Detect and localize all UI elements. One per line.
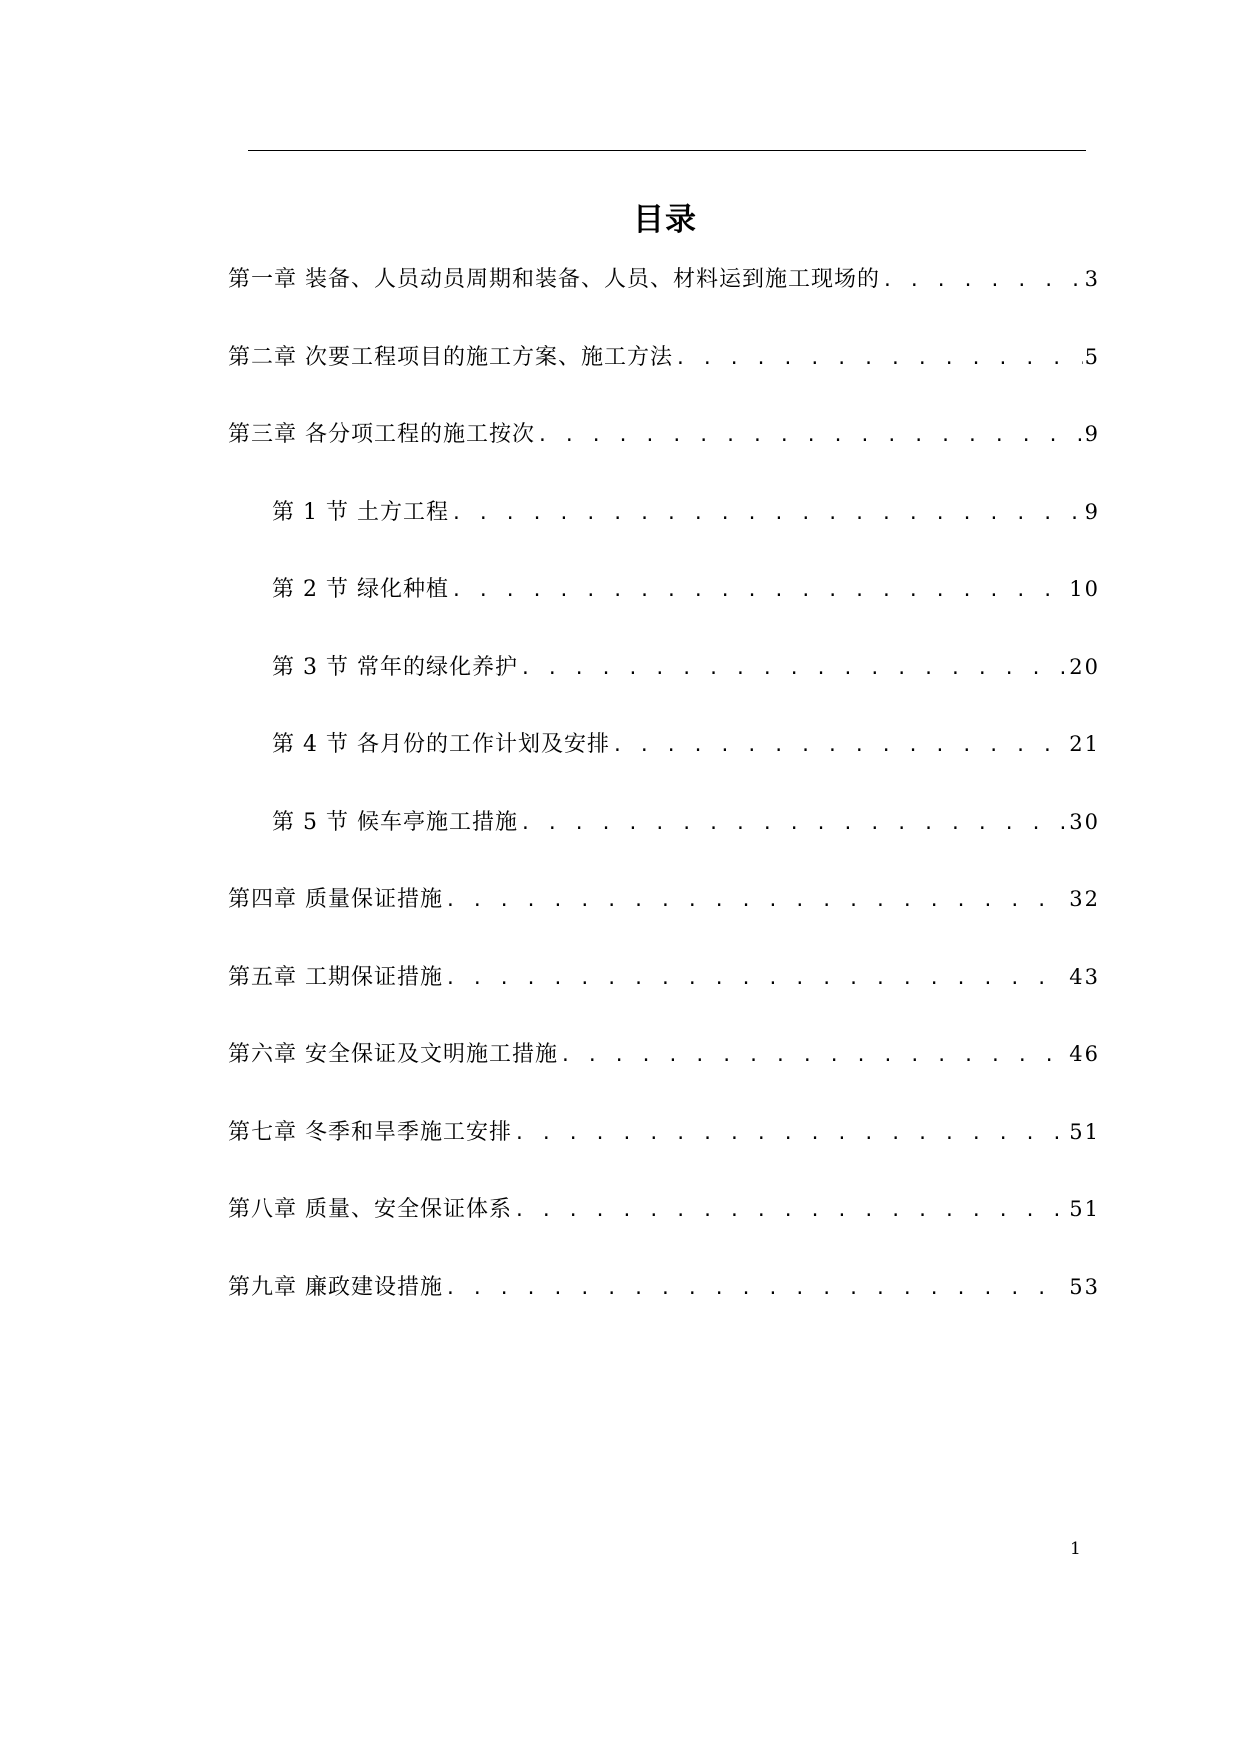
toc-entry-page: 53 bbox=[1069, 1275, 1100, 1299]
toc-leader-dots bbox=[514, 1194, 1067, 1228]
toc-entry[interactable] bbox=[228, 1037, 1100, 1071]
toc-entry-page: 3 bbox=[1084, 267, 1100, 291]
toc-leader-dots bbox=[520, 807, 1067, 841]
toc-leader-dots bbox=[445, 962, 1067, 996]
toc-entry-page: 46 bbox=[1069, 1042, 1100, 1066]
toc-entry-label: 第 4 节 各月份的工作计划及安排 bbox=[272, 732, 610, 757]
toc-entry-label: 第四章 质量保证措施 bbox=[228, 887, 443, 912]
toc-entry-label: 第七章 冬季和旱季施工安排 bbox=[228, 1120, 512, 1145]
toc-entry-label: 第八章 质量、安全保证体系 bbox=[228, 1197, 512, 1222]
toc-entry[interactable] bbox=[272, 495, 1100, 529]
toc-leader-dots bbox=[537, 419, 1083, 453]
toc-entry[interactable] bbox=[228, 417, 1100, 451]
toc-leader-dots bbox=[612, 729, 1067, 763]
toc-leader-dots bbox=[514, 1117, 1067, 1151]
toc-entry[interactable] bbox=[272, 572, 1100, 606]
toc-entry-label: 第 3 节 常年的绿化养护 bbox=[272, 655, 518, 680]
toc-entry[interactable] bbox=[228, 882, 1100, 916]
toc-title: 目录 bbox=[633, 202, 697, 238]
toc-entry[interactable] bbox=[228, 262, 1100, 296]
toc-entry[interactable] bbox=[272, 727, 1100, 761]
toc-entry-label: 第 5 节 候车亭施工措施 bbox=[272, 810, 518, 835]
toc-entry-page: 10 bbox=[1069, 577, 1100, 601]
toc-entry-page: 51 bbox=[1069, 1197, 1100, 1221]
toc-entry[interactable] bbox=[272, 650, 1100, 684]
toc-entry-page: 32 bbox=[1069, 887, 1100, 911]
toc-leader-dots bbox=[451, 497, 1083, 531]
toc-entry-page: 5 bbox=[1084, 345, 1100, 369]
toc-entry[interactable] bbox=[228, 1192, 1100, 1226]
toc-entry-label: 第三章 各分项工程的施工按次 bbox=[228, 422, 535, 447]
page-number: 1 bbox=[1070, 1539, 1081, 1559]
toc-entry-page: 30 bbox=[1069, 810, 1100, 834]
toc-leader-dots bbox=[675, 342, 1083, 376]
toc-entry-label: 第六章 安全保证及文明施工措施 bbox=[228, 1042, 558, 1067]
header-rule bbox=[248, 150, 1086, 151]
toc-entry[interactable] bbox=[228, 340, 1100, 374]
toc-entry[interactable] bbox=[228, 960, 1100, 994]
toc-entry-label: 第五章 工期保证措施 bbox=[228, 965, 443, 990]
toc-entry-page: 9 bbox=[1084, 422, 1100, 446]
toc-leader-dots bbox=[520, 652, 1067, 686]
toc-entry-page: 51 bbox=[1069, 1120, 1100, 1144]
toc-leader-dots bbox=[451, 574, 1067, 608]
toc-entry-page: 21 bbox=[1069, 732, 1100, 756]
toc-entry-page: 20 bbox=[1069, 655, 1100, 679]
toc-entry[interactable] bbox=[228, 1270, 1100, 1304]
toc-leader-dots bbox=[560, 1039, 1067, 1073]
toc-entry-page: 9 bbox=[1084, 500, 1100, 524]
toc-entry[interactable] bbox=[228, 1115, 1100, 1149]
toc-entry-label: 第 1 节 土方工程 bbox=[272, 500, 449, 525]
toc-leader-dots bbox=[882, 264, 1083, 298]
toc-entry[interactable] bbox=[272, 805, 1100, 839]
toc-leader-dots bbox=[445, 884, 1067, 918]
toc-entry-label: 第九章 廉政建设措施 bbox=[228, 1275, 443, 1300]
toc-entry-label: 第二章 次要工程项目的施工方案、施工方法 bbox=[228, 345, 673, 370]
toc-entry-page: 43 bbox=[1069, 965, 1100, 989]
toc-entry-label: 第 2 节 绿化种植 bbox=[272, 577, 449, 602]
toc-leader-dots bbox=[445, 1272, 1067, 1306]
toc-entry-label: 第一章 装备、人员动员周期和装备、人员、材料运到施工现场的 bbox=[228, 267, 880, 292]
